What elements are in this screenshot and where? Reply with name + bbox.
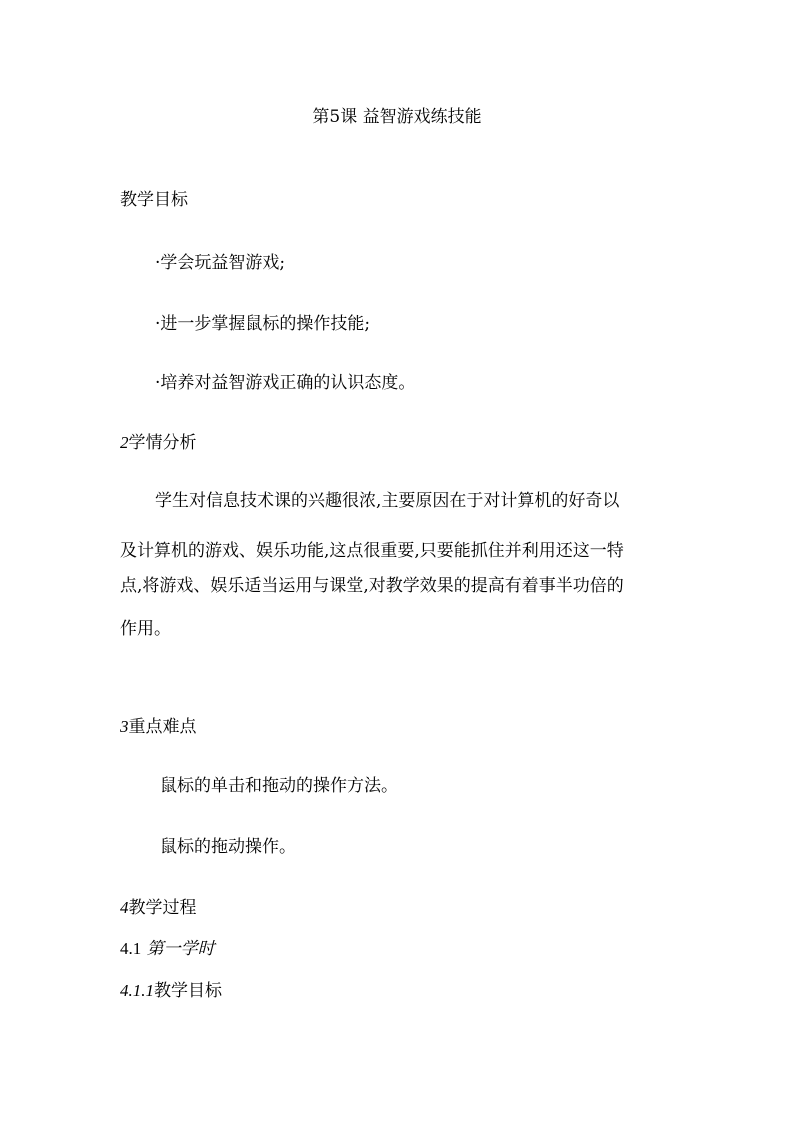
keypoints-heading [120,716,197,738]
analysis-line-2: 及计算机的游戏、娱乐功能,这点很重要,只要能抓住并利用还这一特 [120,541,624,561]
objective-item-1: ·学会玩益智游戏; [155,253,286,273]
subsection-4-1-1-number: 4.1.1 [120,981,154,1000]
subsection-4-1-number: 4.1 [120,939,142,958]
objectives-heading: 教学目标 [120,190,188,210]
keypoint-item-1: 鼠标的单击和拖动的操作方法。 [160,776,398,796]
keypoint-item-2: 鼠标的拖动操作。 [160,837,296,857]
subsection-4-1 [120,938,215,960]
analysis-number: 2 [120,433,129,452]
analysis-line-3: 点,将游戏、娱乐适当运用与课堂,对教学效果的提高有着事半功倍的 [120,576,624,596]
analysis-heading-text: 学情分析 [128,433,197,453]
analysis-line-4: 作用。 [120,619,171,639]
subsection-4-1-label: 第一学时 [146,939,215,959]
keypoints-number: 3 [120,717,129,736]
keypoints-heading-text: 重点难点 [128,717,197,737]
subsection-4-1-1-label: 教学目标 [154,981,222,1001]
process-heading-text: 教学过程 [128,898,197,918]
page-title: 第5课 益智游戏练技能 [312,107,482,127]
analysis-line-1: 学生对信息技术课的兴趣很浓,主要原因在于对计算机的好奇以 [155,491,620,511]
subsection-4-1-1 [120,980,222,1002]
process-heading [120,897,197,919]
objective-item-3: ·培养对益智游戏正确的认识态度。 [155,373,416,393]
analysis-heading [120,432,197,454]
process-number: 4 [120,898,129,917]
objective-item-2: ·进一步掌握鼠标的操作技能; [155,314,371,334]
